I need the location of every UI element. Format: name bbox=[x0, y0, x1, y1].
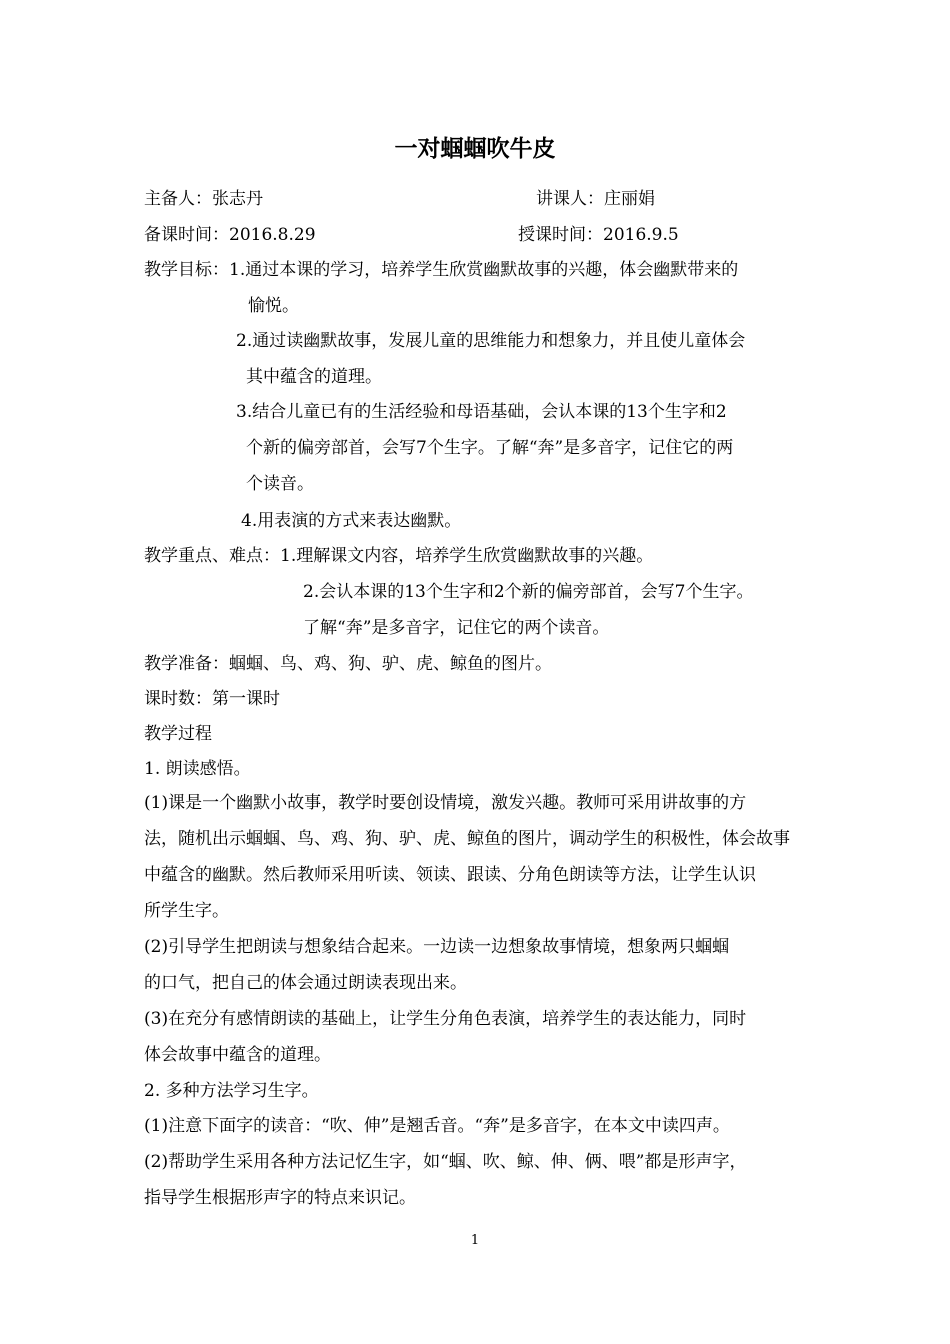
section-1-para-3-line-1: (3)在充分有感情朗读的基础上，让学生分角色表演，培养学生的表达能力，同时 bbox=[144, 1009, 747, 1029]
page-number: 1 bbox=[470, 1233, 480, 1248]
objectives-line-7: 个读音。 bbox=[246, 474, 314, 494]
section-2-heading: 2. 多种方法学习生字。 bbox=[144, 1081, 319, 1101]
objectives-line-2: 愉悦。 bbox=[248, 296, 299, 316]
section-1-para-3-line-2: 体会故事中蕴含的道理。 bbox=[144, 1045, 331, 1065]
objectives-line-4: 其中蕴含的道理。 bbox=[246, 367, 382, 387]
section-1-para-1-line-2: 法，随机出示蝈蝈、鸟、鸡、狗、驴、虎、鲸鱼的图片，调动学生的积极性，体会故事 bbox=[144, 829, 790, 849]
section-1-para-2-line-1: (2)引导学生把朗读与想象结合起来。一边读一边想象故事情境，想象两只蝈蝈 bbox=[144, 937, 730, 957]
objectives-line-6: 个新的偏旁部首，会写7个生字。了解“奔”是多音字，记住它的两 bbox=[246, 438, 734, 458]
teaching-preparation: 教学准备：蝈蝈、鸟、鸡、狗、驴、虎、鲸鱼的图片。 bbox=[144, 654, 552, 674]
section-1-heading: 1. 朗读感悟。 bbox=[144, 759, 251, 779]
section-2-para-2-line-2: 指导学生根据形声字的特点来识记。 bbox=[144, 1188, 416, 1208]
objectives-line-5: 3.结合儿童已有的生活经验和母语基础，会认本课的13个生字和2 bbox=[236, 402, 727, 422]
teach-time: 授课时间：2016.9.5 bbox=[518, 225, 679, 245]
objectives-line-8: 4.用表演的方式来表达幽默。 bbox=[241, 511, 462, 531]
prep-time: 备课时间：2016.8.29 bbox=[144, 225, 316, 245]
key-points-line-1: 教学重点、难点：1.理解课文内容，培养学生欣赏幽默故事的兴趣。 bbox=[144, 546, 654, 566]
section-1-para-2-line-2: 的口气，把自己的体会通过朗读表现出来。 bbox=[144, 973, 467, 993]
key-points-line-3: 了解“奔”是多音字，记住它的两个读音。 bbox=[303, 618, 610, 638]
section-2-para-1-line-1: (1)注意下面字的读音：“吹、伸”是翘舌音。“奔”是多音字，在本文中读四声。 bbox=[144, 1116, 730, 1136]
section-2-para-2-line-1: (2)帮助学生采用各种方法记忆生字，如“蝈、吹、鲸、伸、俩、喂”都是形声字， bbox=[144, 1152, 747, 1172]
objectives-line-3: 2.通过读幽默故事，发展儿童的思维能力和想象力，并且使儿童体会 bbox=[236, 331, 746, 351]
objectives-line-1: 教学目标：1.通过本课的学习，培养学生欣赏幽默故事的兴趣，体会幽默带来的 bbox=[144, 260, 739, 280]
section-1-para-1-line-3: 中蕴含的幽默。然后教师采用听读、领读、跟读、分角色朗读等方法，让学生认识 bbox=[144, 865, 756, 885]
key-points-line-2: 2.会认本课的13个生字和2个新的偏旁部首，会写7个生字。 bbox=[303, 582, 754, 602]
lecturer: 讲课人：庄丽娟 bbox=[536, 189, 655, 209]
class-periods: 课时数：第一课时 bbox=[144, 689, 280, 709]
section-1-para-1-line-1: (1)课是一个幽默小故事，教学时要创设情境，激发兴趣。教师可采用讲故事的方 bbox=[144, 793, 747, 813]
preparer: 主备人：张志丹 bbox=[144, 189, 263, 209]
document-title: 一对蝈蝈吹牛皮 bbox=[394, 136, 556, 162]
section-1-para-1-line-4: 所学生字。 bbox=[144, 901, 229, 921]
process-heading: 教学过程 bbox=[144, 724, 212, 744]
